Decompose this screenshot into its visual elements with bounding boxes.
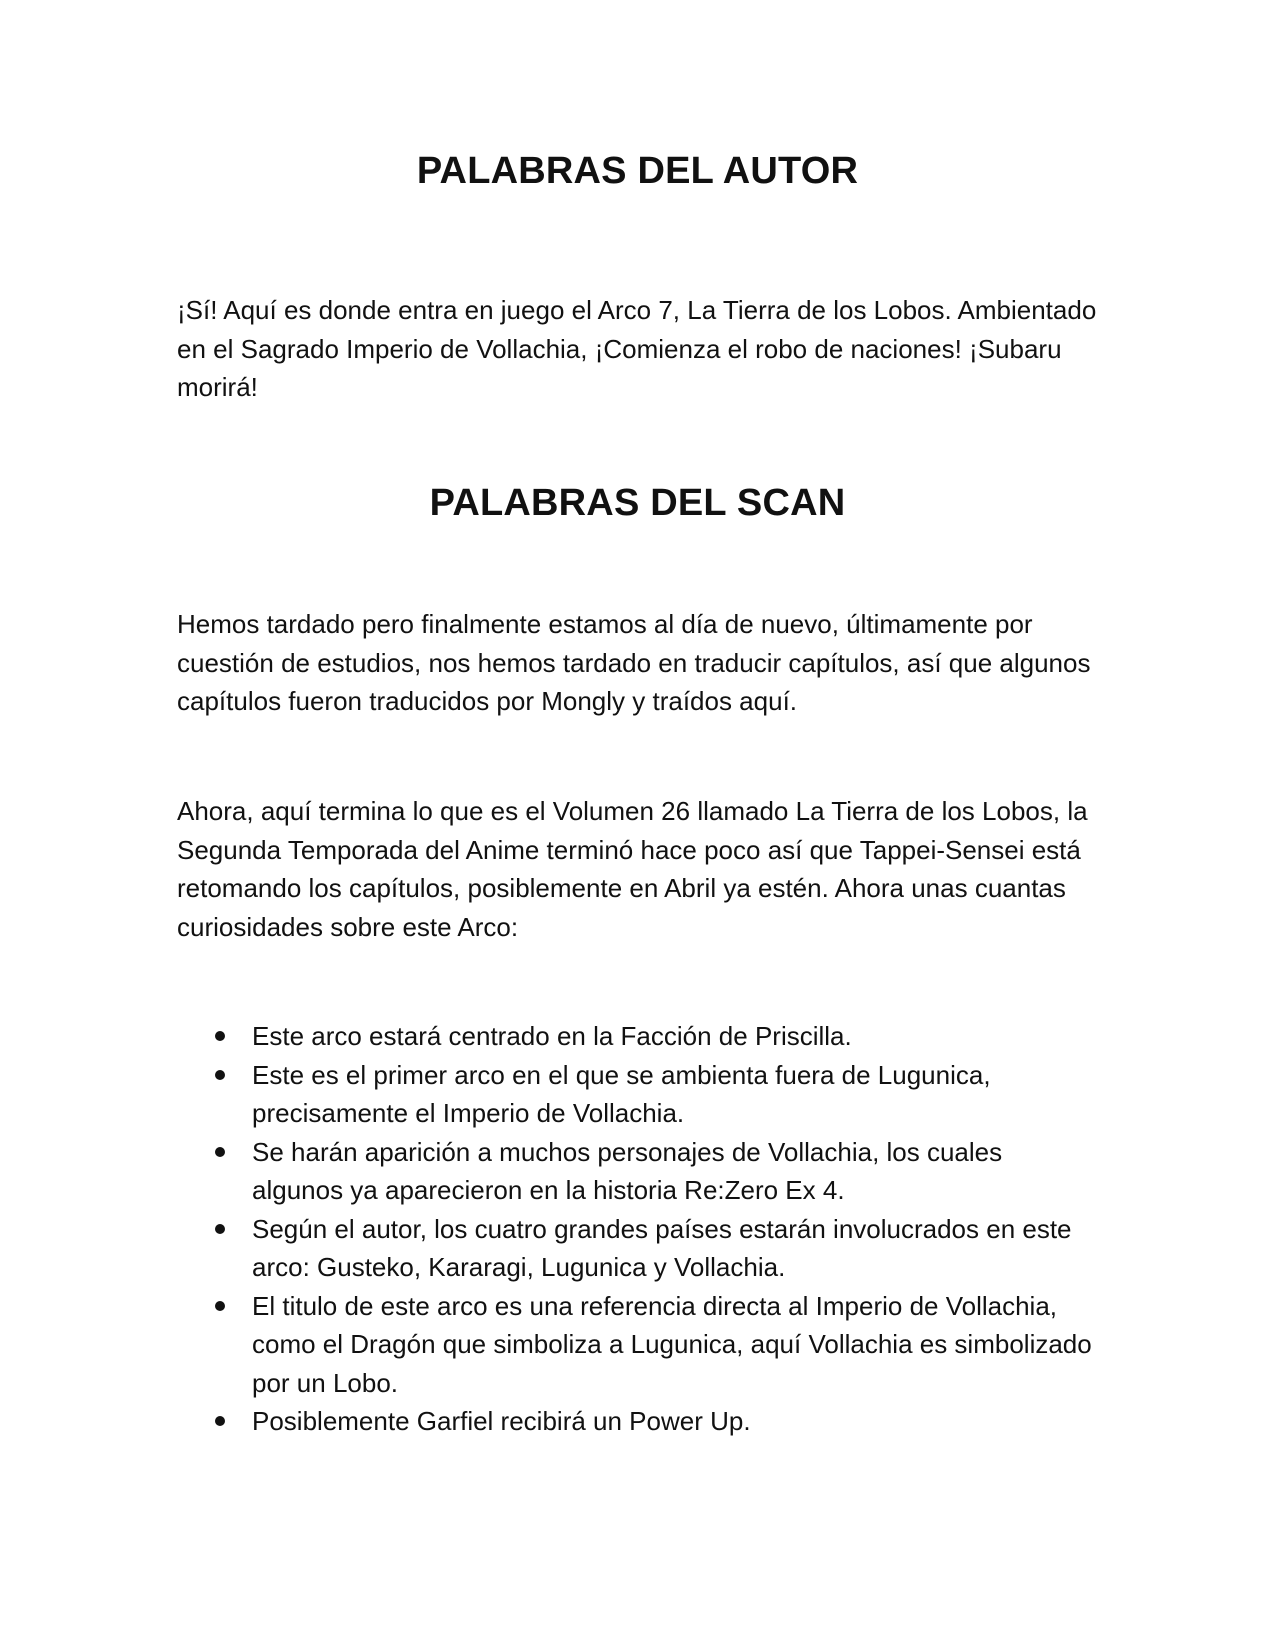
list-item-text: Este es el primer arco en el que se ambienta fuera de Lugunica, precisamente el Imperio de Vollachia. — [252, 1059, 991, 1128]
scan-words-paragraph-1: Hemos tardado pero finalmente estamos al día de nuevo, últimamente por cuestión de estudios, nos hemos tardado en traducir capítulos, así que algunos capítulos fueron traducidos por Mongly y traídos aquí. — [177, 609, 1091, 716]
list-item — [177, 1017, 1097, 1056]
list-item — [177, 1287, 1097, 1403]
list-item-text: Se harán aparición a muchos personajes de Vollachia, los cuales algunos ya aparecieron en la historia Re:Zero Ex 4. — [252, 1136, 1003, 1205]
bullet-icon — [215, 1416, 225, 1426]
bullet-icon — [215, 1070, 225, 1080]
scan-words-heading: PALABRAS DEL SCAN — [429, 482, 846, 524]
list-item-text: Posiblemente Garfiel recibirá un Power Up. — [252, 1406, 751, 1436]
curiosities-list — [177, 1017, 1097, 1441]
list-item-text: El titulo de este arco es una referencia directa al Imperio de Vollachia, como el Dragón que simboliza a Lugunica, aquí Vollachia es simbolizado por un Lobo. — [252, 1290, 1092, 1398]
list-item-text: Según el autor, los cuatro grandes países estarán involucrados en este arco: Gusteko, Kararagi, Lugunica y Vollachia. — [252, 1213, 1072, 1282]
bullet-icon — [215, 1224, 225, 1234]
list-item — [177, 1056, 1097, 1133]
author-words-heading: PALABRAS DEL AUTOR — [416, 150, 859, 192]
bullet-icon — [215, 1301, 225, 1311]
scan-words-paragraph-2: Ahora, aquí termina lo que es el Volumen 26 llamado La Tierra de los Lobos, la Segunda Temporada del Anime terminó hace poco así que Tappei-Sensei está retomando los capítulos, posiblemente en Abril ya estén. Ahora unas cuantas curiosidades sobre este Arco: — [177, 796, 1088, 942]
list-item-text: Este arco estará centrado en la Facción de Priscilla. — [252, 1021, 852, 1051]
list-item — [177, 1133, 1097, 1210]
list-item — [177, 1210, 1097, 1287]
list-item — [177, 1402, 1097, 1441]
bullet-icon — [215, 1147, 225, 1157]
author-words-paragraph: ¡Sí! Aquí es donde entra en juego el Arco 7, La Tierra de los Lobos. Ambientado en el Sagrado Imperio de Vollachia, ¡Comienza el robo de naciones! ¡Subaru morirá! — [177, 295, 1097, 402]
bullet-icon — [215, 1031, 225, 1041]
